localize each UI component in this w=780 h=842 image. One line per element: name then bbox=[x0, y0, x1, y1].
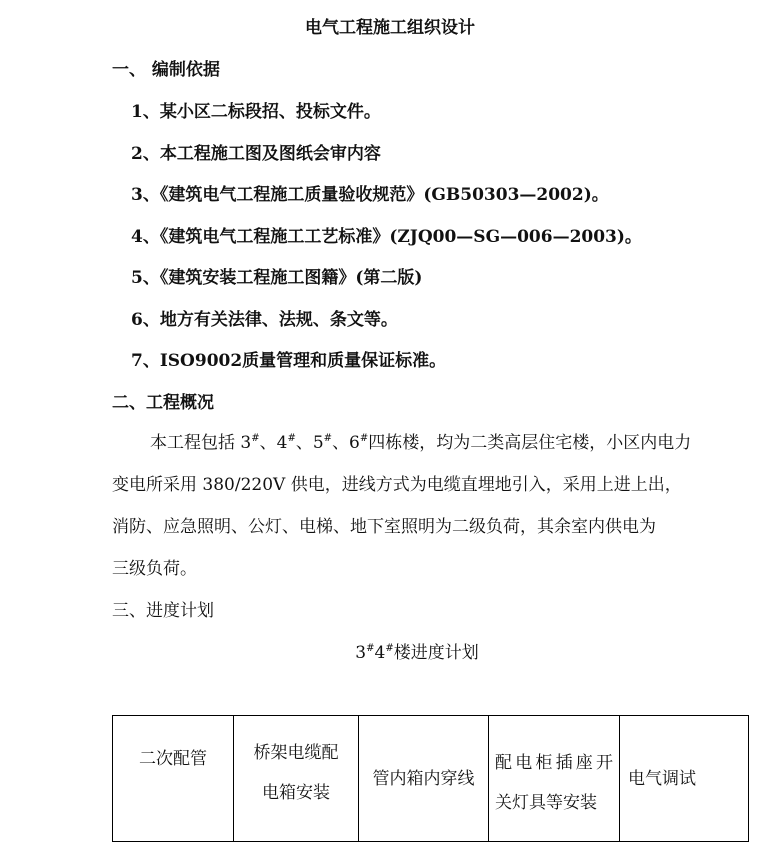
overview-line-2: 变电所采用 380/220V 供电，进线方式为电缆直埋地引入，采用上进上出， bbox=[112, 475, 682, 495]
table-cell-tray-cable-box: 桥架电缆配电箱安装 bbox=[234, 716, 359, 842]
table-cell-conduit-wiring: 管内箱内穿线 bbox=[359, 716, 489, 842]
section3-heading: 三、进度计划 bbox=[112, 601, 214, 621]
overview-line-1: 本工程包括 3#、4#、5#、6#四栋楼，均为二类高层住宅楼，小区内电力 bbox=[150, 433, 692, 453]
basis-item-3: 3、《建筑电气工程施工质量验收规范》(GB50303—2002)。 bbox=[131, 185, 609, 205]
table-row bbox=[113, 716, 749, 842]
table-cell-electrical-test: 电气调试 bbox=[620, 716, 749, 842]
section1-heading: 一、 编制依据 bbox=[112, 60, 220, 80]
overview-paragraph bbox=[112, 422, 724, 590]
basis-item-4: 4、《建筑电气工程施工工艺标准》(ZJQ00—SG—006—2003)。 bbox=[131, 227, 642, 247]
table-cell-cabinet-fixtures: 配电柜插座开关灯具等安装 bbox=[489, 716, 620, 842]
overview-line-4: 三级负荷。 bbox=[112, 559, 197, 579]
schedule-title: 3#4#楼进度计划 bbox=[355, 643, 479, 663]
table-cell-secondary-piping: 二次配管 bbox=[113, 716, 234, 842]
document-title: 电气工程施工组织设计 bbox=[305, 18, 475, 38]
basis-item-7: 7、ISO9002质量管理和质量保证标准。 bbox=[131, 351, 447, 371]
section2-heading: 二、工程概况 bbox=[112, 393, 214, 413]
basis-item-5: 5、《建筑安装工程施工图籍》(第二版) bbox=[131, 268, 423, 288]
basis-item-6: 6、地方有关法律、法规、条文等。 bbox=[131, 310, 398, 330]
overview-line-3: 消防、应急照明、公灯、电梯、地下室照明为二级负荷，其余室内供电为 bbox=[112, 517, 656, 537]
schedule-table bbox=[112, 715, 749, 842]
basis-item-1: 1、某小区二标段招、投标文件。 bbox=[131, 102, 381, 122]
basis-item-2: 2、本工程施工图及图纸会审内容 bbox=[131, 144, 381, 164]
